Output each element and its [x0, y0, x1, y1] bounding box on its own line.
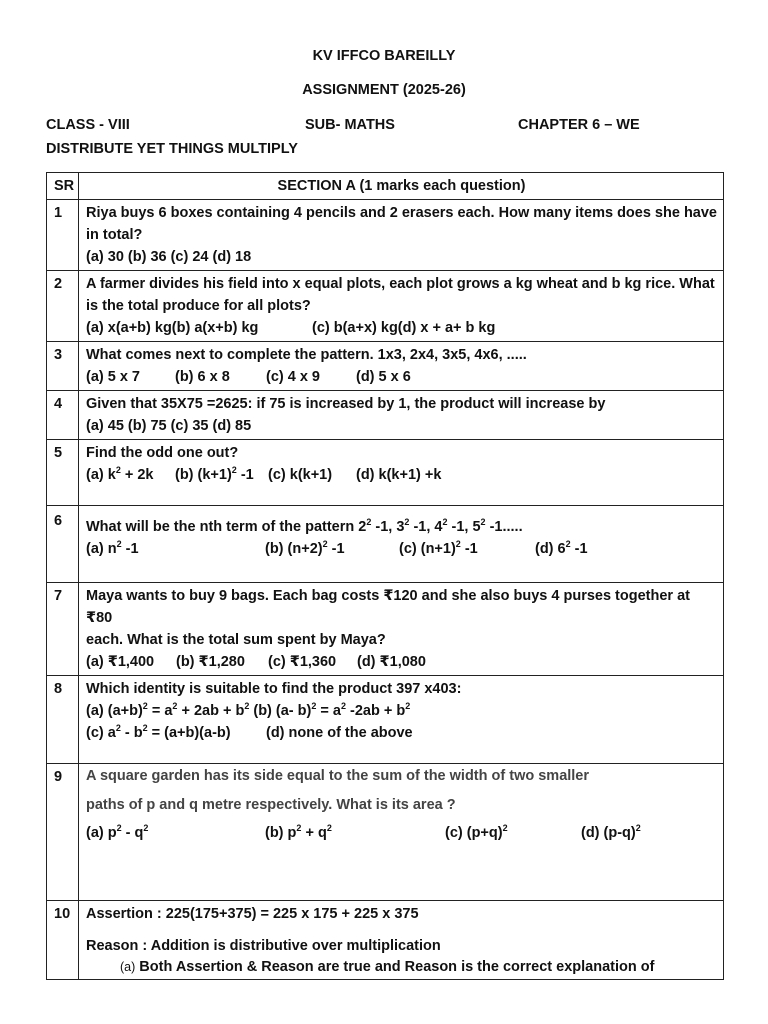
option-b: (b) 6 x 8 [175, 369, 230, 385]
question-cell [79, 271, 724, 342]
subject-label: SUB- MATHS [305, 117, 395, 133]
question-cell [79, 901, 724, 980]
question-text: A farmer divides his field into x equal plots, each plot grows a kg wheat and b kg rice. What is the total produce for all plots? [86, 276, 715, 314]
option-a: (a) $p^2 - q^2$ [86, 823, 149, 841]
question-number: 2 [47, 271, 79, 342]
question-number: 8 [47, 676, 79, 764]
option-b: (b) ₹1,280 [176, 654, 245, 670]
question-number: 9 [47, 764, 79, 901]
question-number: 10 [47, 901, 79, 980]
question-text: A square garden has its side equal to the sum of the width of two smaller [86, 768, 590, 784]
option-d: (d) $(p-q)^2$ [581, 823, 641, 841]
question-options [86, 464, 717, 486]
question-options [86, 538, 717, 560]
questions-table [46, 172, 724, 980]
option-c: (c) $(n+1)^2$ -1 [399, 539, 478, 557]
table-row [47, 440, 724, 506]
question-options [86, 366, 717, 388]
option-b: (b) (a- $b)^2 = a^2$ $-2ab + b^2$ [249, 701, 411, 719]
table-row [47, 764, 724, 901]
option-d: (d) 5 x 6 [356, 369, 411, 385]
option-c: (c) k(k+1) [268, 467, 333, 483]
assertion-text: Assertion : 225(175+375) = 225 x 175 + 225 x 375 [86, 906, 419, 922]
question-cell [79, 391, 724, 440]
question-text-cont: each. What is the total sum spent by Maya? [86, 632, 386, 648]
option-c: (c) 4 x 9 [266, 369, 320, 385]
question-text: Maya wants to buy 9 bags. Each bag costs ₹120 and she also buys 4 purses together at ₹80 [86, 588, 690, 626]
question-options [86, 651, 717, 673]
question-text: Given that 35X75 =2625: if 75 is increased by 1, the product will increase by [86, 396, 606, 412]
reason-text: Reason : Addition is distributive over multiplication [86, 938, 441, 954]
question-text: Which identity is suitable to find the product 397 x403: [86, 681, 462, 697]
table-row [47, 200, 724, 271]
option-d: (d) k(k+1) +k [356, 467, 442, 483]
question-cell [79, 342, 724, 391]
option-b: (b) $p^2 + q^2$ [265, 823, 332, 841]
assignment-title: ASSIGNMENT (2025-26) [302, 82, 466, 98]
class-label: CLASS - VIII [46, 117, 130, 133]
option-c: (c) ₹1,360 [268, 654, 337, 670]
question-number: 6 [47, 506, 79, 583]
option-a: (a) Both Assertion & Reason are true and Reason is the correct explanation of [120, 959, 655, 975]
option-a: (a) 5 x 7 [86, 369, 140, 385]
question-options [86, 317, 717, 339]
question-text: Riya buys 6 boxes containing 4 pencils and 2 erasers each. How many items does she have in total? [86, 205, 717, 243]
option-b: (b) $(n+2)^2$ -1 [265, 539, 345, 557]
question-number: 4 [47, 391, 79, 440]
section-title: SECTION A (1 marks each question) [79, 173, 724, 200]
question-text: What will be the nth term of the pattern $2^2$ -1, $3^2$ -1, $4^2$ -1, $5^2$ -1..... [86, 517, 523, 535]
table-row [47, 583, 724, 676]
sr-header: SR [47, 173, 79, 200]
option-d: (d) none of the above [266, 725, 413, 741]
question-number: 3 [47, 342, 79, 391]
chapter-title-cont: DISTRIBUTE YET THINGS MULTIPLY [46, 141, 298, 157]
question-cell [79, 440, 724, 506]
table-row [47, 506, 724, 583]
chapter-label: CHAPTER 6 – WE [518, 117, 640, 133]
option-a: (a) ₹1,400 [86, 654, 155, 670]
question-number: 7 [47, 583, 79, 676]
question-text-cont: paths of p and q metre respectively. What is its area ? [86, 797, 456, 813]
question-cell [79, 200, 724, 271]
option-ab: (a) x(a+b) kg(b) a(x+b) kg [86, 320, 259, 336]
option-a: (a) $n^2$ -1 [86, 539, 139, 557]
table-row [47, 271, 724, 342]
question-options: (a) 30 (b) 36 (c) 24 (d) 18 [86, 249, 252, 265]
question-options: (a) 45 (b) 75 (c) 35 (d) 85 [86, 418, 252, 434]
option-b: (b) $(k+1)^2$ -1 [175, 465, 254, 483]
question-cell [79, 506, 724, 583]
option-d: (d) $6^2$ -1 [535, 539, 588, 557]
table-header-row [47, 173, 724, 200]
question-options-2 [86, 722, 717, 744]
question-options [86, 822, 717, 844]
question-text: Find the odd one out? [86, 445, 239, 461]
question-number: 5 [47, 440, 79, 506]
option-a: (a) $(a+b)^2 = a^2 + 2ab + b^2$ [86, 701, 250, 719]
question-cell [79, 676, 724, 764]
option-c: (c) $a^2 - b^2 = (a+b)(a-b)$ [86, 723, 231, 741]
option-d: (d) ₹1,080 [357, 654, 426, 670]
question-cell [79, 764, 724, 901]
table-row [47, 342, 724, 391]
school-name: KV IFFCO BAREILLY [312, 48, 456, 64]
option-c: (c) $(p+q)^2$ [445, 823, 508, 841]
option-a: (a) $k^2 + 2k$ [86, 465, 154, 483]
table-row [47, 676, 724, 764]
option-cd: (c) b(a+x) kg(d) x + a+ b kg [312, 320, 496, 336]
table-row [47, 901, 724, 980]
question-number: 1 [47, 200, 79, 271]
question-text: What comes next to complete the pattern. 1x3, 2x4, 3x5, 4x6, ..... [86, 347, 527, 363]
question-options [86, 700, 717, 722]
question-cell [79, 583, 724, 676]
table-row [47, 391, 724, 440]
